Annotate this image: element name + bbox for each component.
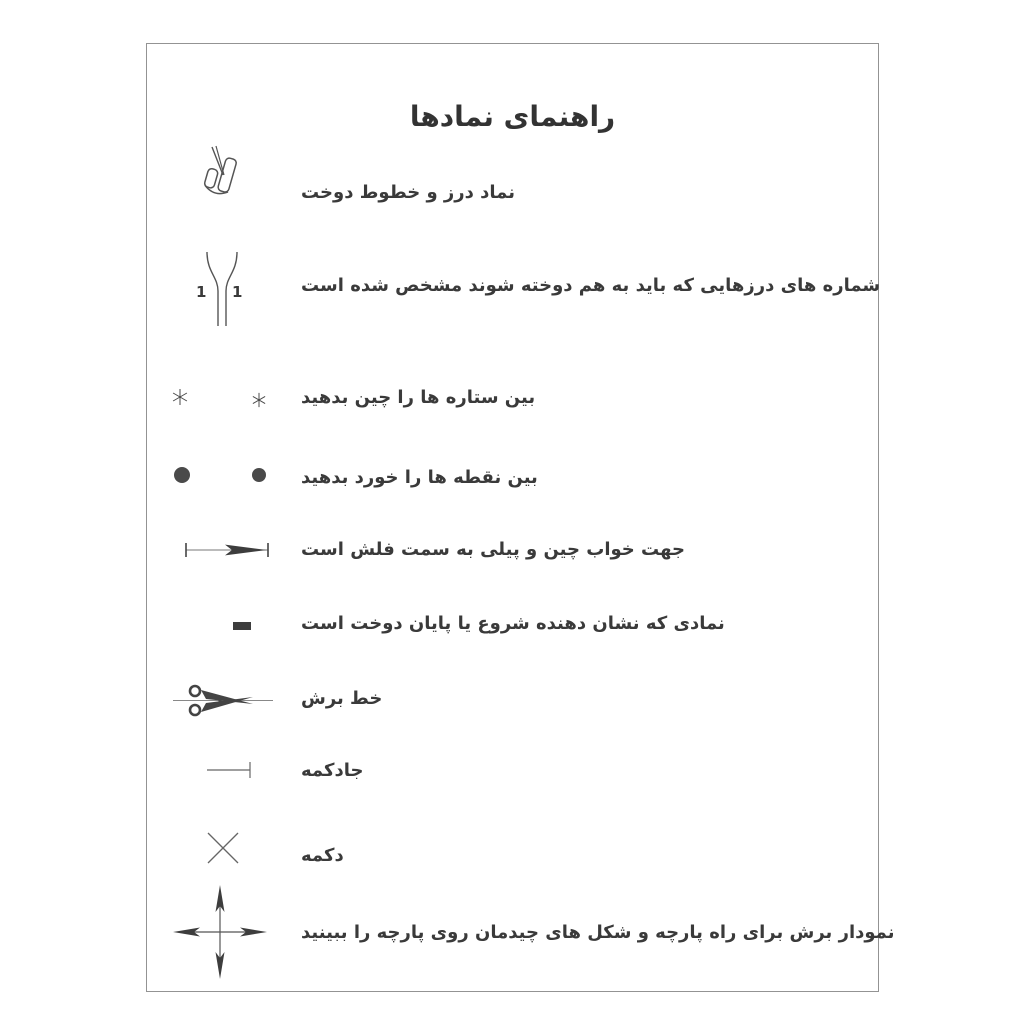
start-end-bar-icon bbox=[233, 622, 251, 630]
row-label-cut-line: خط برش bbox=[301, 688, 383, 709]
row-label-fold-direction: جهت خواب چین و پیلی به سمت فلش است bbox=[301, 539, 685, 560]
row-label-start-end: نمادی که نشان دهنده شروع یا پایان دوخت است bbox=[301, 613, 725, 634]
grainline-cross-arrow-icon bbox=[172, 884, 268, 980]
buttonhole-icon bbox=[207, 760, 253, 780]
dot-marker-icon-left bbox=[174, 467, 190, 483]
row-label-cutting-layout: نمودار برش برای راه پارچه و شکل های چیدمان روی پارچه را ببینید bbox=[301, 922, 895, 943]
notch-number-left: 1 bbox=[196, 283, 207, 301]
row-label-gather-stars: بین ستاره ها را چین بدهید bbox=[301, 387, 536, 408]
direction-arrow-icon bbox=[185, 540, 269, 560]
star-marker-icon-right bbox=[251, 392, 267, 408]
scissors-cut-line-icon bbox=[173, 683, 273, 719]
page-frame bbox=[146, 43, 895, 992]
notch-number-right: 1 bbox=[232, 283, 243, 301]
presser-foot-icon bbox=[196, 144, 242, 210]
seam-number-notch-icon bbox=[194, 250, 250, 328]
star-marker-icon-left bbox=[171, 388, 189, 406]
row-label-seam-lines: نماد درز و خطوط دوخت bbox=[301, 182, 515, 203]
page-title: راهنمای نمادها bbox=[409, 100, 616, 133]
row-label-seam-numbers: شماره های درزهایی که باید به هم دوخته شوند مشخص شده است bbox=[301, 275, 881, 296]
row-label-buttonhole: جادکمه bbox=[301, 760, 364, 781]
button-x-icon bbox=[207, 832, 239, 864]
row-label-button: دکمه bbox=[301, 845, 344, 866]
dot-marker-icon-right bbox=[252, 468, 266, 482]
row-label-ease-dots: بین نقطه ها را خورد بدهید bbox=[301, 467, 538, 488]
